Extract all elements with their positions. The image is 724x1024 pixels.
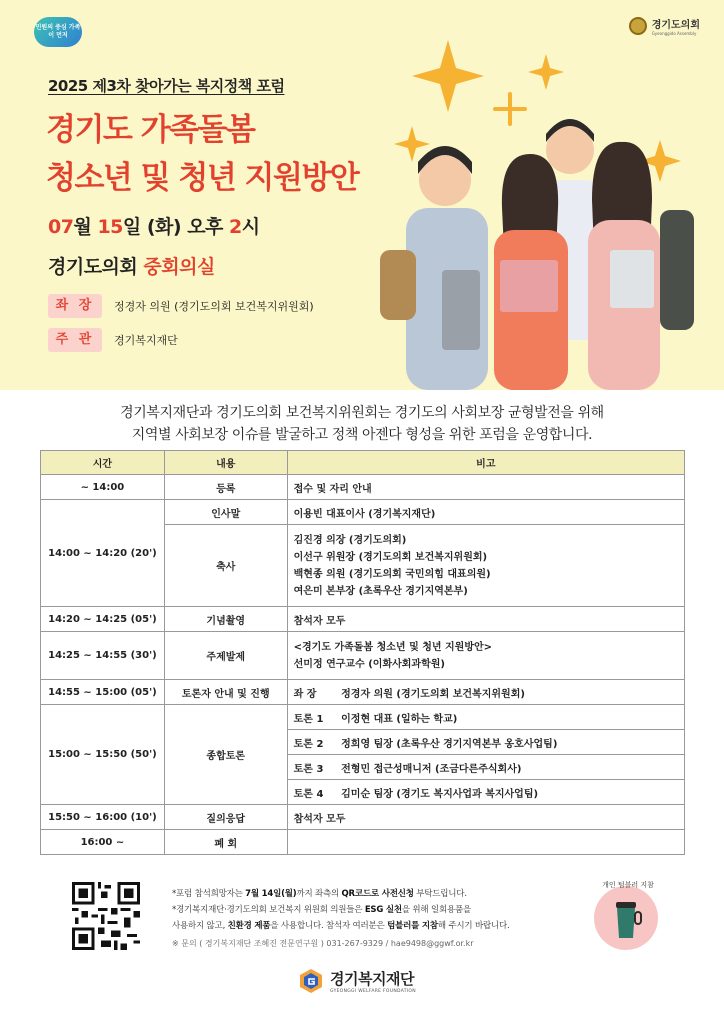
table-row: 15:50 ~ 16:00 (10') 질의응답 참석자 모두 [41,805,685,830]
table-header-row [41,451,685,475]
contact-info: ※ 문의 ( 경기복지재단 조혜진 전문연구원 ) 031-267-9329 / hae9498@ggwf.or.kr [172,939,474,948]
chair-value: 정경자 의원 (경기도의회 보건복지위원회) [114,300,314,313]
sparkle-icon [412,40,484,112]
table-row: 16:00 ~ 폐 회 [41,830,685,855]
title-line-1: 경기도 가족돌봄 [46,112,255,148]
event-venue: 경기도의회 중회의실 [48,256,215,278]
host-value: 경기복지재단 [114,334,178,347]
schedule-table [40,450,685,855]
chair-row [48,294,314,318]
sparkle-icon [495,94,525,124]
title-line-2: 청소년 및 청년 지원방안 [46,160,359,196]
hero-banner [0,0,724,390]
intro-line-1: 경기복지재단과 경기도의회 보건복지위원회는 경기도의 사회보장 균형발전을 위해 [120,405,604,421]
sparkle-icon [528,54,564,90]
foundation-sub: GYEONGGI WELFARE FOUNDATION [330,989,416,994]
footer-notes: *포럼 참석희망자는 7월 14일(월)까지 좌측의 QR코드로 사전신청 부탁드립니다. *경기복지재단·경기도의회 보건복지 위원회 의원들은 ESG 실천을 위해 일회용품을 사용하지 않고, 친환경 제품을 사용합니다. 참석자 여러분은 텀블러를 지참해 주시기 바랍니다. [172,889,510,931]
congrats-list: 김진경 의장 (경기도의회) 이선구 위원장 (경기도의회 보건복지위원회) 백현종 의원 (경기도의회 국민의힘 대표의원) 여은미 본부장 (초록우산 경기지역본부) [287,525,684,607]
event-datetime: 07월 15일 (화) 오후 2시 [48,216,260,238]
tumbler-label: 개인 텀블러 지참 [602,881,654,889]
header-note: 비고 [287,451,684,475]
host-label: 주 관 [48,328,102,352]
table-row: 토론 3 전형민 접근성매니저 (조금다른주식회사) [41,755,685,780]
table-row: 14:55 ~ 15:00 (05') 토론자 안내 및 진행 좌 장 정경자 의원 (경기도의회 보건복지위원회) [41,680,685,705]
forum-subtitle: 2025 제3차 찾아가는 복지정책 포럼 [48,77,285,95]
tumbler-badge [594,886,658,950]
table-row: 14:00 ~ 14:20 (20') 인사말 이용빈 대표이사 (경기복지재단) [41,500,685,525]
intro-line-2: 지역별 사회보장 이슈를 발굴하고 정책 아젠다 형성을 위한 포럼을 운영합니다. [131,427,593,443]
table-row: 토론 2 정희영 팀장 (초록우산 경기지역본부 옹호사업팀) [41,730,685,755]
youth-group-illustration [360,30,724,390]
table-row: 축사 김진경 의장 (경기도의회) 이선구 위원장 (경기도의회 보건복지위원회) 백현종 의원 (경기도의회 국민의힘 대표의원) 여은미 본부장 (초록우산 경기지역본부) [41,525,685,607]
table-row: ~ 14:00 등록 접수 및 자리 안내 [41,475,685,500]
slogan-badge: 민원의 중심 가족이 먼저 [34,17,82,47]
assembly-sub: Gyeonggido Assembly [651,31,697,36]
foundation-logo [298,968,416,994]
table-row: 14:20 ~ 14:25 (05') 기념촬영 참석자 모두 [41,607,685,632]
header-time: 시간 [41,451,165,475]
host-row [48,328,178,352]
registration-qr-code[interactable] [72,882,140,950]
table-row: 14:25 ~ 14:55 (30') 주제발제 <경기도 가족돌봄 청소년 및 청년 지원방안> 선미정 연구교수 (이화사회과학원) [41,632,685,680]
table-row: 15:00 ~ 15:50 (50') 종합토론 토론 1 이정현 대표 (일하는 학교) [41,705,685,730]
tumbler-icon [594,886,658,950]
foundation-name: 경기복지재단 [330,970,414,988]
chair-label: 좌 장 [48,294,102,318]
table-row: 토론 4 김미순 팀장 (경기도 복지사업과 복지사업팀) [41,780,685,805]
foundation-logo-icon [298,968,324,994]
assembly-name: 경기도의회 [651,20,700,31]
header-content: 내용 [164,451,287,475]
